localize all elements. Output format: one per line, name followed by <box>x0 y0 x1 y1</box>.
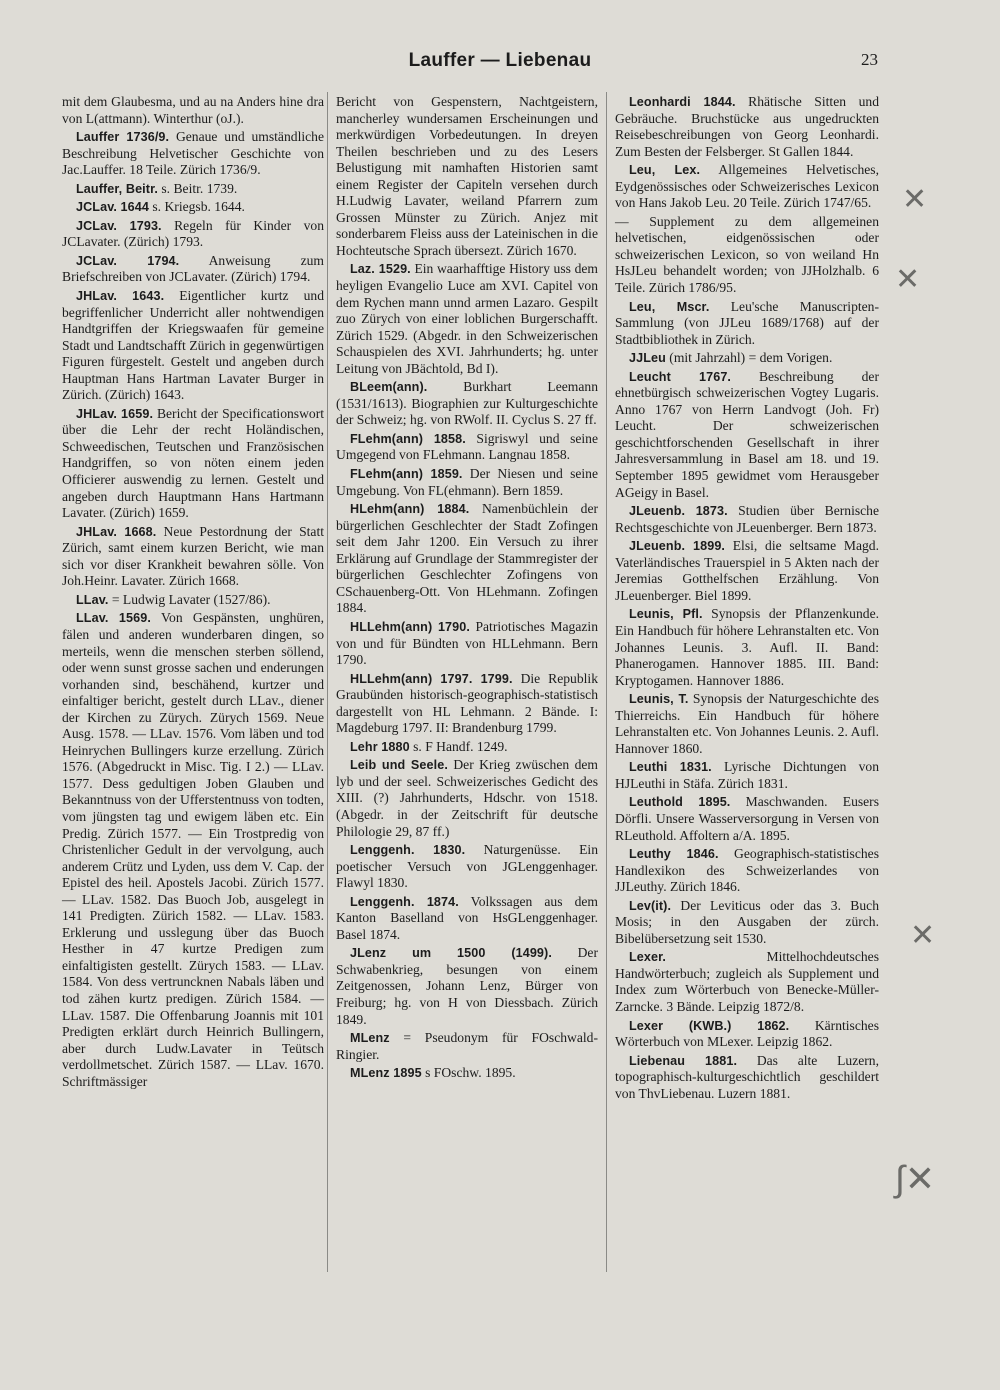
entry-text: Burkhart Leemann (1531/1613). Biographien zur Kulturgeschichte der Schweiz; hg. von RWolf. II. Cyclus S. 27 ff. <box>336 379 598 428</box>
dictionary-entry <box>336 739 598 756</box>
entry-abbreviation: Leu, Mscr. <box>629 299 710 314</box>
entry-abbreviation: JJLeu <box>629 351 666 366</box>
text-column-3 <box>615 94 879 1104</box>
entry-text: Anweisung zum Briefschreiben von JCLavater. (Zürich) 1794. <box>62 252 325 285</box>
entry-text: Von Gespänsten, unghüren, fälen und anderen wunderbaren dingen, so merteils, wenn die menschen sterben söllend, oder wenn sunst grosse sachen und enderungen vorhanden sind, beschähend, kurtzer und einfaltiger bericht, gestelt durch LLav., diener der Kirchen zu Zürych. Zürych 1569. Neue Ausg. 1578. — LLav. 1576. Vom läben und tod Heinrychen Bullingers kurze erzellung. Zürich 1576. (Abgedruckt in Misc. Tig. I 2.) — LLav. 1577. Dess gedultigen Joben Glauben und Bekanntnuss von der Ufferstentnuss von todten, vom jüngsten tag und ewigem läben etc. Ein Predig. Zürich 1577. — Ein Trostpredig von Christenlicher Gedult in der vervolgung, auch anderem Crütz und Lyden, uss dem V. Cap. der Epistel des heil. Apostels Jacobi. Zürich 1577. — LLav. 1582. Das Buoch Job, ausgelegt in 141 Predigten. Zürich 1582. — LLav. 1583. Erklerung und usslegung über das Buoch Hesther in 47 kurtze Predigen zum einfaltigisten gestellt. Zürych 1583. — LLav. 1584. Von dess vertruncknen Nabals läben und tod zähen kurtz predigen. Zürich 1584. — LLav. 1587. Die Offenbarung Joannis mit 101 Predigten erklärt durch Heinrich Bullingern, aber durch Ludw.Lavater in Teütsch verdollmetschet. Zürich 1587. — LLav. 1670. Schriftmässiger <box>62 610 324 1089</box>
entry-text: Der Leviticus oder das 3. Buch Mosis; in den Ausgaben der zürch. Bibelübersetzung seit 1530. <box>615 897 879 946</box>
entry-text: Synopsis der Pflanzenkunde. Ein Handbuch für höhere Lehranstalten etc. Von Johannes Leunis. 3. Aufl. II. Band: Phanerogamen. Hannover 1885. III. Band: Kryptogamen. Hannover 1886. <box>615 606 879 688</box>
margin-scribble-mark: ∫✕ <box>895 1159 936 1200</box>
entry-abbreviation: Leuthold 1895. <box>629 795 731 810</box>
dictionary-entry <box>336 261 598 377</box>
entry-text: — Supplement zu dem allgemeinen helvetischen, eidgenössischen oder schweizerischen Lexicon, so von weiland Hn HsJLeu behandelt worden; von JJHolzhalb. 6 Teile. Zürich 1786/95. <box>615 213 879 296</box>
entry-text: Leu'sche Manuscripten-Sammlung (von JJLeu 1689/1768) auf der Stadtbibliothek in Zürich. <box>615 298 880 347</box>
entry-text: Studien über Bernische Rechtsgeschichte von JLeuenberger. Bern 1873. <box>615 503 879 535</box>
dictionary-entry <box>62 199 324 216</box>
entry-abbreviation: HLLehm(ann) 1797. 1799. <box>350 671 513 686</box>
entry-abbreviation: Lehr 1880 <box>350 739 410 754</box>
entry-text: Der Krieg zwüschen dem lyb und der seel. Schweizerisches Gedicht des XIII. (?) Jahrhunderts, Hdschr. von 1518. (Abgedr. in der Zeitschrift für deutsche Philologie 29, 87 ff.) <box>336 757 598 839</box>
entry-abbreviation: Liebenau 1881. <box>629 1053 738 1068</box>
entry-text: Regeln für Kinder von JCLavater. (Zürich) 1793. <box>62 217 325 250</box>
entry-text: = Ludwig Lavater (1527/86). <box>108 591 271 607</box>
dictionary-entry <box>336 1065 598 1082</box>
dictionary-entry <box>615 299 879 349</box>
dictionary-entry <box>615 898 879 948</box>
entry-abbreviation: JLeuenb. 1899. <box>629 539 726 554</box>
entry-text: mit dem Glaubesma, und au na Anders hine dra von L(attmann). Winterthur (oJ.). <box>62 94 324 126</box>
entry-abbreviation: Leonhardi 1844. <box>629 95 736 109</box>
entry-text: Beschreibung der ehnetbürgisch schweizerischen Vogtey Lugaris. Anno 1767 von Herrn Landvogt (Joh. Fr) Leucht. Der schweizerischen geschichtforschenden Gesellschaft in ihrer Jahresversammlung in Basel am 18. und 19. September 1895 gewidmet vom Herausgeber AGeigy in Basel. <box>615 368 879 500</box>
dictionary-entry <box>336 466 598 499</box>
entry-abbreviation: Lexer (KWB.) 1862. <box>629 1018 790 1033</box>
entry-text: s. F Handf. 1249. <box>409 738 508 754</box>
dictionary-entry <box>615 846 879 896</box>
dictionary-entry <box>615 691 879 757</box>
entry-text: Kärntisches Wörterbuch von MLexer. Leipzig 1862. <box>615 1017 879 1050</box>
entry-text: Eigentlicher kurtz und begriffenlicher Underricht aller nohtwendigen Handtgriffen der Kriegswaafen für gemeine Stadt und Landtschafft Zürich in gegenwürtigen Figuren fürgestelt. Gestelt und angeben durch Hauptman Hans Hartman Lavater Burger in Zürich. (Zürich) 1643. <box>62 288 325 403</box>
entry-text: Allgemeines Helvetisches, Eydgenössisches oder Schweizerisches Lexicon von Hans Jakob Leu. 20 Teile. Zürich 1747/65. <box>615 162 879 211</box>
text-column-2 <box>336 94 598 1084</box>
entry-text: Naturgenüsse. Ein poetischer Versuch von JGLenggenhager. Flawyl 1830. <box>336 842 598 891</box>
dictionary-entry <box>336 94 598 259</box>
entry-text: s. Beitr. 1739. <box>157 180 238 196</box>
entry-abbreviation: JLenz um 1500 (1499). <box>350 946 552 961</box>
dictionary-entry <box>615 794 879 844</box>
column-divider <box>327 92 328 1272</box>
entry-text: Elsi, die seltsame Magd. Vaterländisches Trauerspiel in 5 Akten nach der Jeremias Gotthelfschen Erzählung. Von JLeuenberger. Biel 1899. <box>615 538 879 603</box>
dictionary-entry <box>615 759 879 792</box>
entry-text: Der Niesen und seine Umgebung. Von FL(ehmann). Bern 1859. <box>336 466 598 498</box>
entry-abbreviation: JHLav. 1643. <box>76 289 165 304</box>
entry-abbreviation: Leucht 1767. <box>629 369 732 384</box>
entry-text: (mit Jahrzahl) = dem Vorigen. <box>665 350 833 366</box>
entry-abbreviation: Leuthy 1846. <box>629 847 719 862</box>
dictionary-entry <box>615 503 879 536</box>
page-header <box>0 50 1000 76</box>
dictionary-entry <box>615 94 879 160</box>
entry-text: Ein waarhafftige History uss dem heyligen Evangelio Luce am XVI. Capitel von dem Rychen mann unnd armen Lazaro. Gespilt zuo Zürych von einer loblichen Burgerschafft. Zürich 1529. (Abgedr. in den Schweizerischen Schauspielen des XVI. Jahrhunderts; hg. unter Leitung von JBächtold, Bd I). <box>336 261 598 376</box>
entry-text: s. Kriegsb. 1644. <box>148 199 245 215</box>
dictionary-entry <box>336 1030 598 1063</box>
dictionary-entry <box>615 538 879 604</box>
dictionary-entry <box>336 945 598 1028</box>
dictionary-entry <box>615 1018 879 1051</box>
entry-abbreviation: HLLehm(ann) 1790. <box>350 619 470 634</box>
entry-abbreviation: JCLav. 1644 <box>76 200 149 215</box>
entry-abbreviation: Leuthi 1831. <box>629 760 712 775</box>
dictionary-entry <box>336 894 598 944</box>
dictionary-entry <box>615 162 879 212</box>
entry-text: s FOschw. 1895. <box>421 1065 516 1081</box>
dictionary-entry <box>62 592 324 609</box>
entry-text: = Pseudonym für FOschwald-Ringier. <box>336 1030 598 1062</box>
entry-abbreviation: Leu, Lex. <box>629 163 701 178</box>
entry-abbreviation: LLav. 1569. <box>76 611 151 626</box>
entry-text: Bericht von Gespenstern, Nachtgeistern, mancherley wundersamen Erscheinungen und merkwürdigen Vorbedeutungen. In dreyen Theilen beschrieben und zu des Lesers Belustigung mit namhaften Historien samt einem Register der Capiteln versehen durch H.Ludwig Lavater, weiland Pfarrern zum Grossen Münster zu Zürich. Anjez mit sonderbarem Fleiss auss der Lateinischen in die Hochteutsche Sprach übersezt. Zürich 1670. <box>336 94 598 258</box>
entry-text: Neue Pestordnung der Statt Zürich, samt einem kurzen Bericht, wie man sich vor diser Krankheit bewahren sölle. Von Joh.Heinr. Lavater. Zürich 1668. <box>62 523 324 589</box>
text-column-1 <box>62 94 324 1092</box>
dictionary-entry <box>62 94 324 127</box>
dictionary-entry <box>336 501 598 617</box>
dictionary-entry <box>62 253 324 286</box>
entry-abbreviation: JCLav. 1794. <box>76 253 180 268</box>
entry-abbreviation: Lauffer 1736/9. <box>76 130 170 145</box>
entry-text: Die Republik Graubünden historisch-geographisch-statistisch dargestellt von HL Lehmann. 2 Bände. I: Magdeburg 1797. II: Brandenburg 1799. <box>336 670 598 736</box>
dictionary-entry <box>62 181 324 198</box>
entry-text: Patriotisches Magazin von und für Bündten von HLLehmann. Bern 1790. <box>336 618 598 668</box>
entry-abbreviation: Laz. 1529. <box>350 262 411 277</box>
entry-text: Das alte Luzern, topographisch-kulturgeschichtlich geschildert von ThvLiebenau. Luzern 1881. <box>615 1052 879 1101</box>
dictionary-entry <box>62 406 324 522</box>
dictionary-entry <box>615 369 879 501</box>
entry-abbreviation: FLehm(ann) 1859. <box>350 467 463 482</box>
entry-abbreviation: MLenz <box>350 1031 390 1046</box>
column-divider <box>606 92 607 1272</box>
page-title: Lauffer — Liebenau <box>408 50 592 71</box>
dictionary-entry <box>336 431 598 464</box>
entry-text: Mittelhochdeutsches Handwörterbuch; zugleich als Supplement und Index zum Wörterbuch von Benecke-Müller-Zarncke. 3 Bände. Leipzig 1872/8. <box>615 949 879 1014</box>
page-number: 23 <box>861 50 878 69</box>
entry-abbreviation: Lev(it). <box>629 898 672 913</box>
dictionary-entry <box>62 610 324 1090</box>
entry-text: Namenbüchlein der bürgerlichen Geschlechter der Stadt Zofingen seit dem Jahr 1200. Ein Versuch zu ihrer Erklärung auf Grundlage der Stammregister der bürgerlichen Geschlechter Zofingens von CSchauenberg-Ott. Von HLehmann. Zofingen 1884. <box>336 501 598 616</box>
dictionary-entry <box>615 350 879 367</box>
dictionary-entry <box>336 757 598 840</box>
dictionary-entry <box>336 671 598 737</box>
entry-abbreviation: Lenggenh. 1830. <box>350 843 466 858</box>
entry-text: Synopsis der Naturgeschichte des Thierreichs. Ein Handbuch für höhere Lehranstalten etc. Von Johannes Leunis. 2. Aufl. Hannover 1860. <box>615 691 879 756</box>
dictionary-entry <box>62 288 324 404</box>
dictionary-entry <box>62 218 324 251</box>
entry-abbreviation: Leunis, Pfl. <box>629 607 703 622</box>
entry-text: Volkssagen aus dem Kanton Baselland von HsGLenggenhager. Basel 1874. <box>336 893 598 942</box>
entry-abbreviation: Leib und Seele. <box>350 758 448 773</box>
entry-text: Genaue und umständliche Beschreibung Helvetischer Geschichte von Jac.Lauffer. 18 Teile. Zürich 1736/9. <box>62 129 324 178</box>
entry-abbreviation: Lexer. <box>629 950 667 965</box>
entry-text: Sigriswyl und seine Umgegend von FLehmann. Langnau 1858. <box>336 430 598 463</box>
dictionary-entry <box>615 1053 879 1103</box>
dictionary-entry <box>615 949 879 1015</box>
entry-abbreviation: Leunis, T. <box>629 692 689 707</box>
entry-abbreviation: BLeem(ann). <box>350 380 428 395</box>
entry-text: Bericht der Specificationswort über die Lehr der recht Holändischen, Schweedischen, Teutschen und Französischen Handgriffen, so von nöten einem jeden Officierer auswendig zu lernen. Gestelt und angeben durch Hauptmann Hans Hartmann Lavater. (Zürich) 1659. <box>62 405 324 521</box>
entry-text: Lyrische Dichtungen von HJLeuthi in Stäfa. Zürich 1831. <box>615 759 879 791</box>
dictionary-entry <box>336 842 598 892</box>
entry-abbreviation: HLehm(ann) 1884. <box>350 502 470 517</box>
margin-cross-mark: ✕ <box>910 918 936 953</box>
margin-cross-mark: ✕ <box>895 262 921 297</box>
entry-text: Rhätische Sitten und Gebräuche. Bruchstücke aus ungedruckten Reisebeschreibungen von Georg Leonhardi. Zum Besten der Felsberger. St Gallen 1844. <box>615 94 879 159</box>
entry-text: Maschwanden. Eusers Dörfli. Unsere Wasserversorgung in Versen von RLeuthold. Affoltern a/A. 1895. <box>615 794 880 843</box>
dictionary-entry <box>62 524 324 590</box>
entry-abbreviation: Lenggenh. 1874. <box>350 894 459 909</box>
entry-abbreviation: FLehm(ann) 1858. <box>350 431 466 446</box>
entry-abbreviation: LLav. <box>76 592 109 607</box>
dictionary-entry <box>336 379 598 429</box>
entry-abbreviation: JHLav. 1668. <box>76 524 157 539</box>
dictionary-entry <box>336 619 598 669</box>
dictionary-entry <box>62 129 324 179</box>
entry-abbreviation: JLeuenb. 1873. <box>629 504 728 519</box>
entry-text: Der Schwabenkrieg, besungen von einem Zeitgenossen, Johann Lenz, Bürger von Freiburg; hg. von H von Diessbach. Zürich 1849. <box>336 945 598 1027</box>
dictionary-entry <box>615 214 879 297</box>
entry-abbreviation: MLenz 1895 <box>350 1066 422 1081</box>
entry-text: Geographisch-statistisches Handlexikon des Schweizerlandes von JJLeuthy. Zürich 1846. <box>615 846 879 895</box>
dictionary-entry <box>615 606 879 689</box>
margin-cross-mark: ✕ <box>902 182 928 217</box>
entry-abbreviation: Lauffer, Beitr. <box>76 181 158 196</box>
entry-abbreviation: JCLav. 1793. <box>76 218 162 233</box>
entry-abbreviation: JHLav. 1659. <box>76 406 154 421</box>
